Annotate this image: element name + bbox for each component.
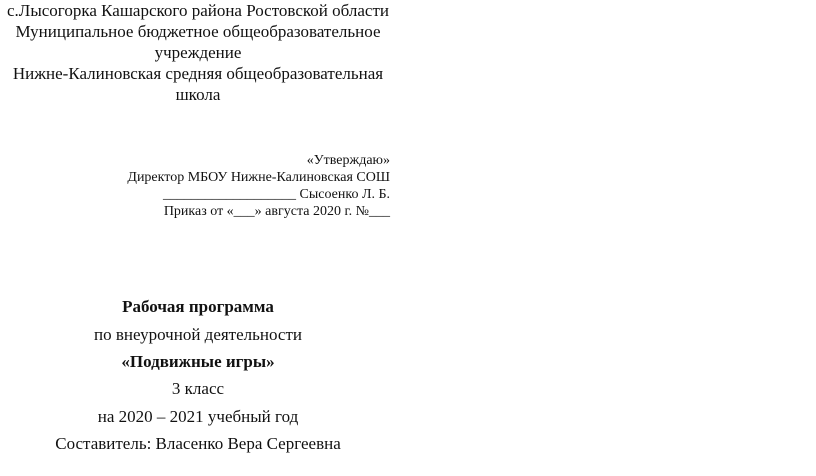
director-line: Директор МБОУ Нижне-Калиновская СОШ <box>127 170 390 185</box>
program-title: Рабочая программа <box>122 297 274 316</box>
school-type-line: Муниципальное бюджетное общеобразовательное <box>15 22 381 41</box>
program-author: Составитель: Власенко Вера Сергеевна <box>55 434 341 453</box>
program-year: на 2020 – 2021 учебный год <box>97 407 299 426</box>
program-subtitle: по внеурочной деятельности <box>94 325 302 344</box>
order-line: Приказ от «___» августа 2020 г. №___ <box>163 204 390 219</box>
school-name-line-2: школа <box>175 85 221 104</box>
approve-label: «Утверждаю» <box>306 153 390 168</box>
signature-line: ___________________ Сысоенко Л. Б. <box>163 187 390 202</box>
program-name: «Подвижные игры» <box>121 352 275 371</box>
program-grade: 3 класс <box>171 379 225 398</box>
school-name-line: Нижне-Калиновская средняя общеобразовательная <box>12 64 384 83</box>
school-type-line-2: учреждение <box>154 43 242 62</box>
village-line: с.Лысогорка Кашарского района Ростовской области <box>7 1 389 20</box>
